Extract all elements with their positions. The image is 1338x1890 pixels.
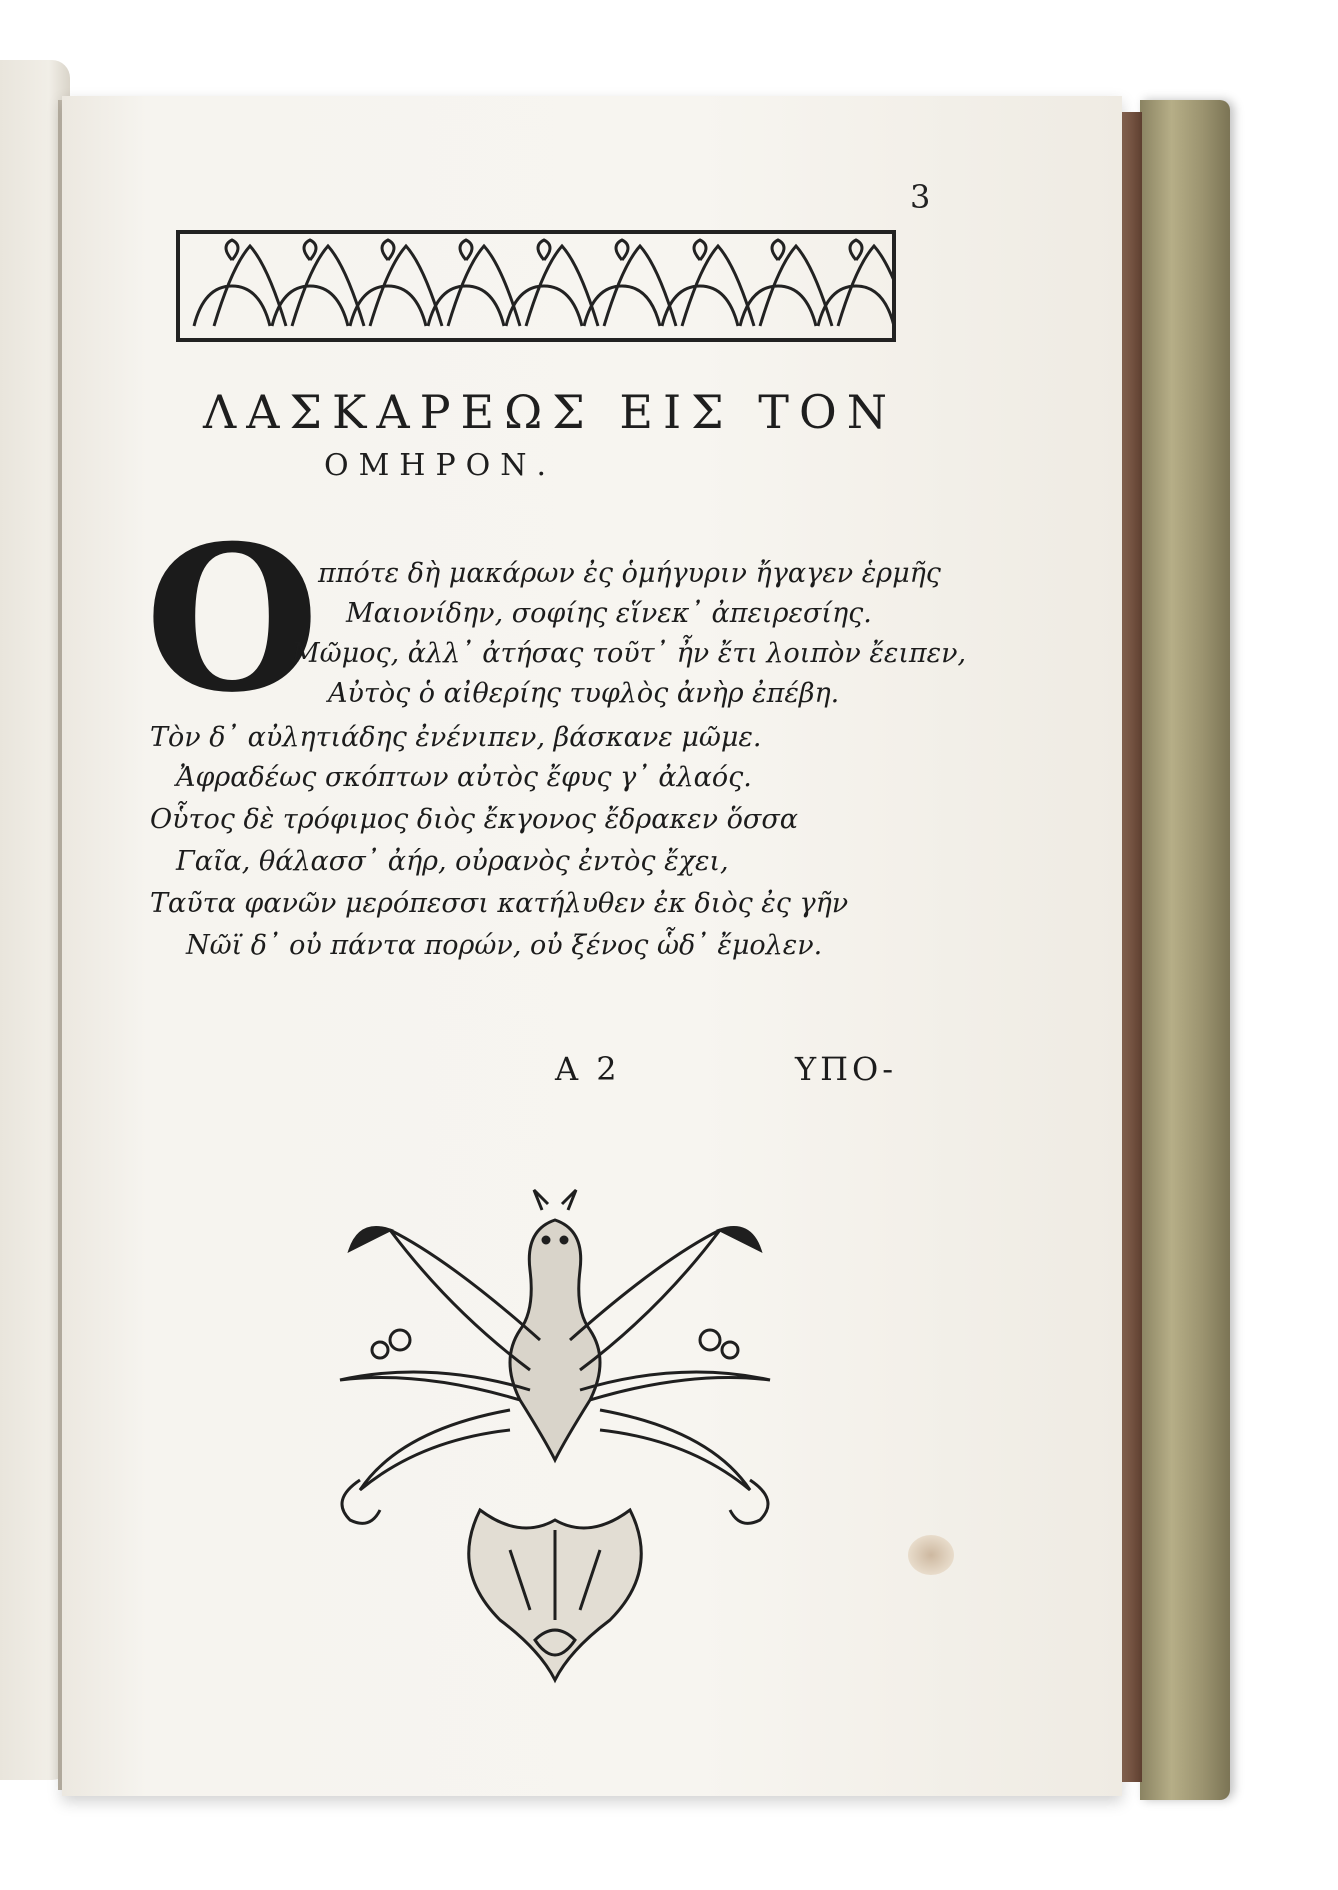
drop-cap: Ο <box>145 502 320 737</box>
verse-line: Ἀφραδέως σκόπτων αὐτὸς ἔφυς γ᾽ ἀλαός. <box>176 762 752 793</box>
headpiece-motif <box>428 240 520 326</box>
catchword: ΥΠΟ- <box>795 1050 898 1088</box>
verse-line: ππότε δὴ μακάρων ἐς ὁμήγυριν ἤγαγεν ἑρμῆς <box>318 558 941 589</box>
verse-line: Μῶμος, ἀλλ᾽ ἀτήσας τοῦτ᾽ ἦν ἔτι λοιπὸν ἔειπεν, <box>292 638 967 669</box>
verse-line: Αὐτὸς ὁ αἰθερίης τυφλὸς ἀνὴρ ἐπέβη. <box>328 678 840 709</box>
ornamental-headpiece <box>176 230 896 342</box>
verse-line: Τὸν δ᾽ αὐλητιάδης ἐνένιπεν, βάσκανε μῶμε. <box>150 722 762 753</box>
signature-mark: Α 2 <box>555 1050 621 1088</box>
title-line-2: ΟΜΗΡΟΝ. <box>323 448 557 483</box>
headpiece-motif <box>194 240 286 326</box>
verse-line: Γαῖα, θάλασσ᾽ ἀήρ, οὐρανὸς ἐντὸς ἔχει, <box>176 846 729 877</box>
headpiece-motif <box>740 240 832 326</box>
page-number: 3 <box>910 178 931 216</box>
woodcut-tailpiece <box>280 1170 830 1690</box>
headpiece-motif <box>584 240 676 326</box>
headpiece-motif <box>662 240 754 326</box>
headpiece-motif <box>818 240 896 326</box>
book-cover <box>1140 100 1230 1800</box>
headpiece-motif <box>272 240 364 326</box>
verse-line: Ταῦτα φανῶν μερόπεσσι κατήλυθεν ἐκ διὸς ἐς γῆν <box>150 888 849 919</box>
verse-line: Νῶϊ δ᾽ οὐ πάντα πορών, οὐ ξένος ὧδ᾽ ἔμολεν. <box>186 930 823 961</box>
headpiece-motif <box>506 240 598 326</box>
title-line-1: ΛΑΣΚΑΡΕΩΣ ΕΙΣ ΤΟΝ <box>203 385 897 439</box>
paper-stain <box>908 1535 954 1575</box>
verse-line: Οὗτος δὲ τρόφιμος διὸς ἔκγονος ἔδρακεν ὅσσα <box>150 804 798 835</box>
verse-line: Μαιονίδην, σοφίης εἵνεκ᾽ ἀπειρεσίης. <box>346 598 872 629</box>
headpiece-motif <box>350 240 442 326</box>
